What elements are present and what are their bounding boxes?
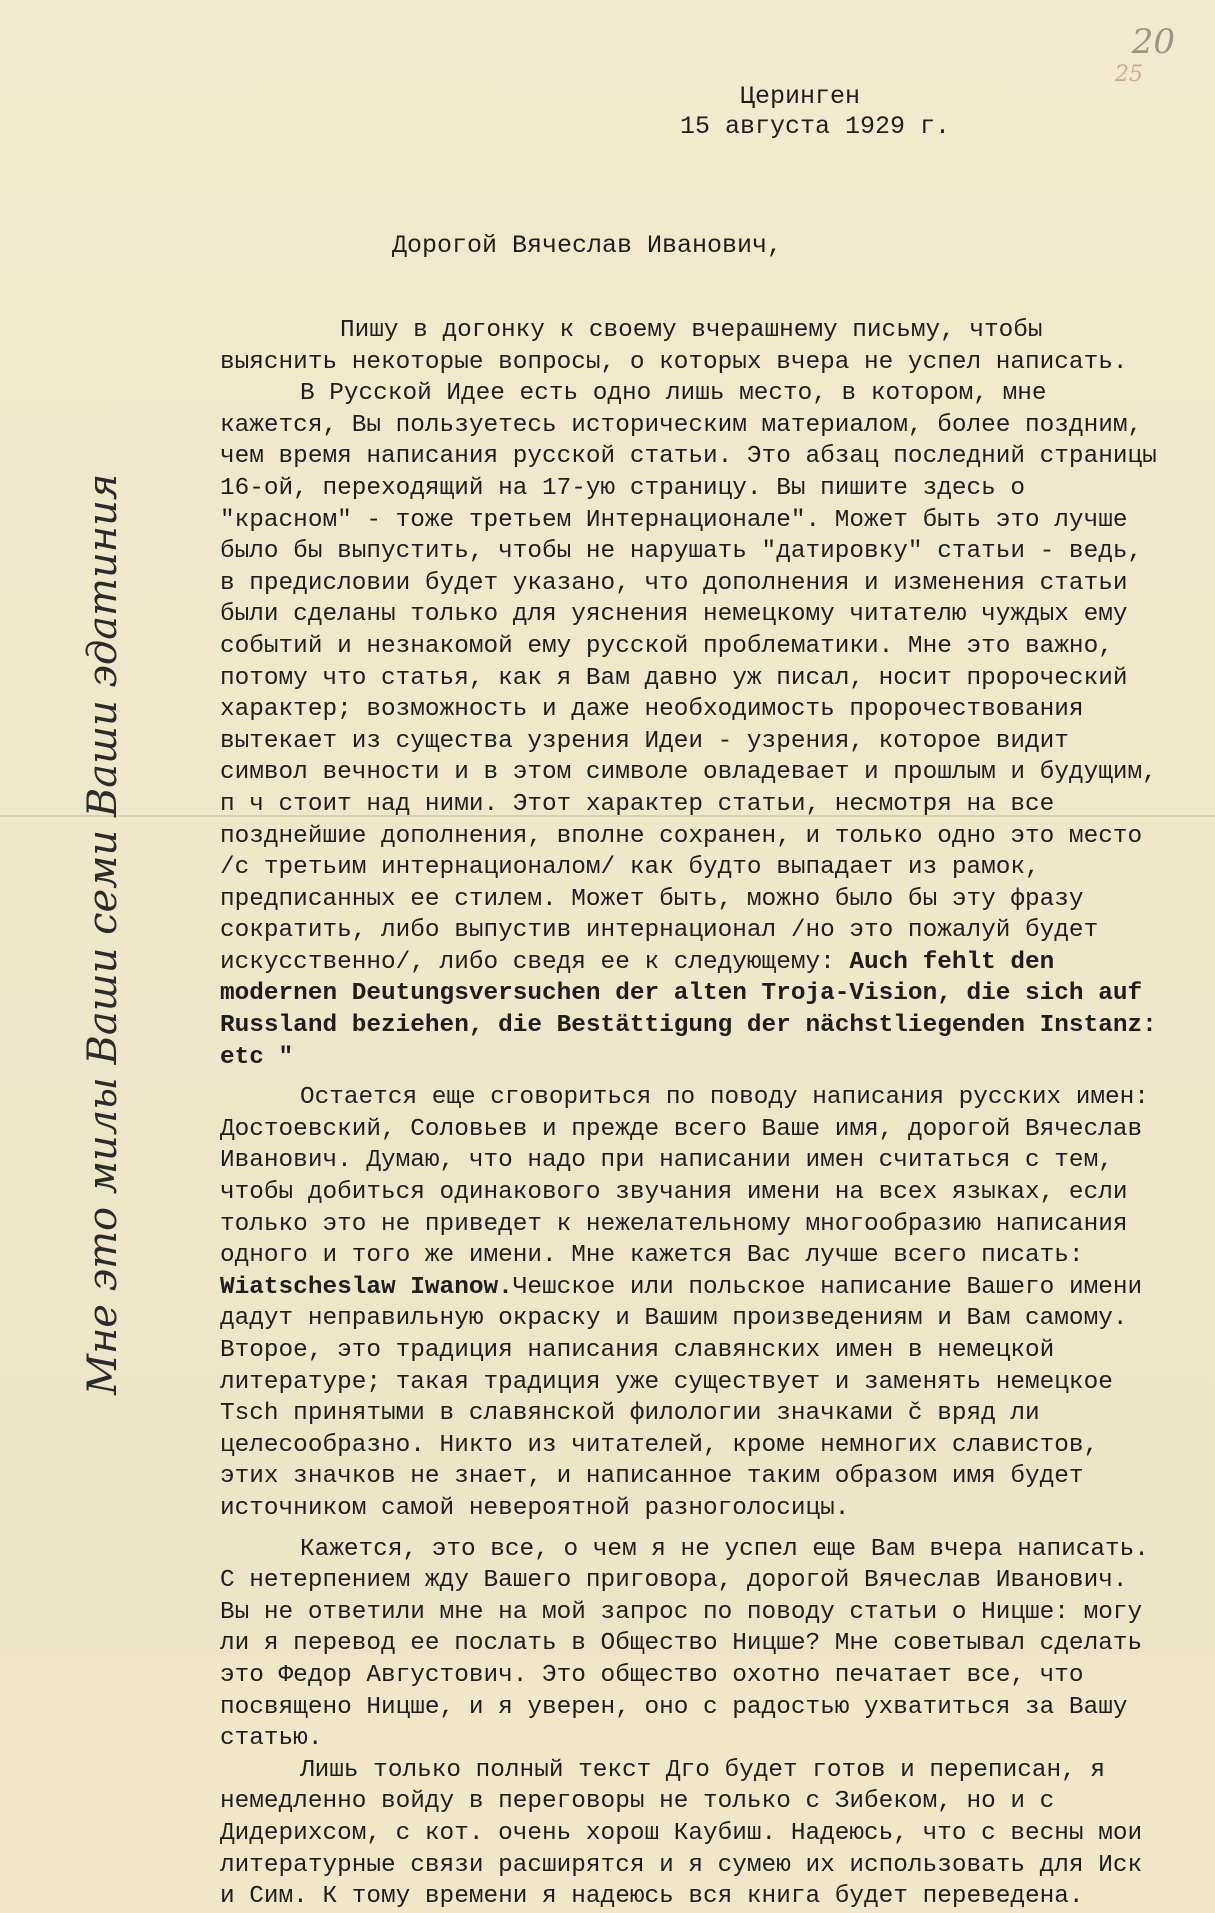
german-name-spelling: Wiatscheslaw Iwanow.: [220, 1273, 513, 1301]
paragraph-2: [220, 378, 1165, 1073]
paragraph-2-text: В Русской Идее есть одно лишь место, в котором, мне кажется, Вы пользуетесь историческим материалом, более поздним, чем время написания русской статьи. Это абзац последний страницы 16-ой, переходящий на 17-ую страницу. Вы пишите здесь о "красном" - тоже третьем Интернационале". Может быть это лучше было бы выпустить, чтобы не нарушать "датировку" статьи - ведь, в предисловии будет указано, что дополнения и изменения статьи были сделаны только для уяснения немецкому читателю чуждых ему событий и незнакомой ему русской проблематики. Мне это важно, потому что статья, как я Вам давно уж писал, носит пророческий характер; возможность и даже необходимость пророчествования вытекает из существа узрения Идеи - узрения, которое видит символ вечности и в этом символе овладевает и прошлым и будущим, п ч стоит над ними. Этот характер статьи, несмотря на все позднейшие дополнения, вполне сохранен, и только одно это место /с третьим интернационалом/ как будто выпадает из рамок, предписанных ее стилем. Может быть, можно было бы эту фразу сократить, либо выпустив интернационал /но это пожалуй будет искусственно/, либо сведя ее к следующему:: [220, 380, 1157, 976]
handwritten-margin-note: Мне это милы Ваши семи Ваши эдатиния: [80, 473, 126, 1395]
paragraph-5: Лишь только полный текст Дго будет готов и переписан, я немедленно войду в переговоры не только с Зибеком, но и с Дидерихсом, с кот. очень хорош Каубиш. Надеюсь, что с весны мои литературные связи расширятся и я сумею их использовать для Иск и Сим. К тому времени я надеюсь вся книга будет переведена.: [220, 1756, 1143, 1911]
paragraph-3-text-a: Остается еще сговориться по поводу написания русских имен: Достоевский, Соловьев и прежде всего Ваше имя, дорогой Вячеслав Иванович. Думаю, что надо при написании имен считаться с тем, чтобы добиться одинакового звучания имени на всех языках, если только это не приведет к нежелательному многообразию написания одного и того же имени. Мне кажется Вас лучше всего писать:: [220, 1084, 1149, 1270]
paragraph-1: Пишу в догонку к своему вчерашнему письму, чтобы выяснить некоторые вопросы, о которых вчера не успел написать.: [220, 317, 1128, 376]
paragraph-3: [220, 1082, 1165, 1524]
letter-body: [220, 315, 1165, 1913]
paragraph-3-text-b: Чешское или польское написание Вашего имени дадут неправильную окраску и Вашим произведениям и Вам самому. Второе, это традиция написания славянских имен в немецкой литературе; такая традиция уже существует и заменять немецкое Tsch принятыми в славянской филологии значками č вряд ли целесообразно. Никто из читателей, кроме немногих славистов, этих значков не знает, и написанное таким образом имя будет источником самой невероятной разноголосицы.: [220, 1273, 1143, 1522]
archive-page-number: 20: [1131, 22, 1175, 62]
archive-page-number-secondary: 25: [1115, 62, 1143, 87]
letter-place: Церинген: [740, 82, 861, 111]
letter-salutation: Дорогой Вячеслав Иванович,: [392, 231, 783, 260]
german-quote: Auch fehlt den modernen Deutungsversuchen der alten Troja-Vision, die sich auf Russland beziehen, die Bestättigung der nächstliegenden Instanz: etc ": [220, 948, 1157, 1071]
paragraph-4: Кажется, это все, о чем я не успел еще Вам вчера написать. С нетерпением жду Вашего приговора, дорогой Вячеслав Иванович. Вы не ответили мне на мой запрос по поводу статьи о Ницше: могу ли я перевод ее послать в Общество Ницше? Мне советывал сделать это Федор Августович. Это общество охотно печатает все, что посвящено Ницше, и я уверен, оно с радостью ухватиться за Вашу статью.: [220, 1535, 1149, 1753]
letter-date: 15 августа 1929 г.: [680, 112, 951, 141]
